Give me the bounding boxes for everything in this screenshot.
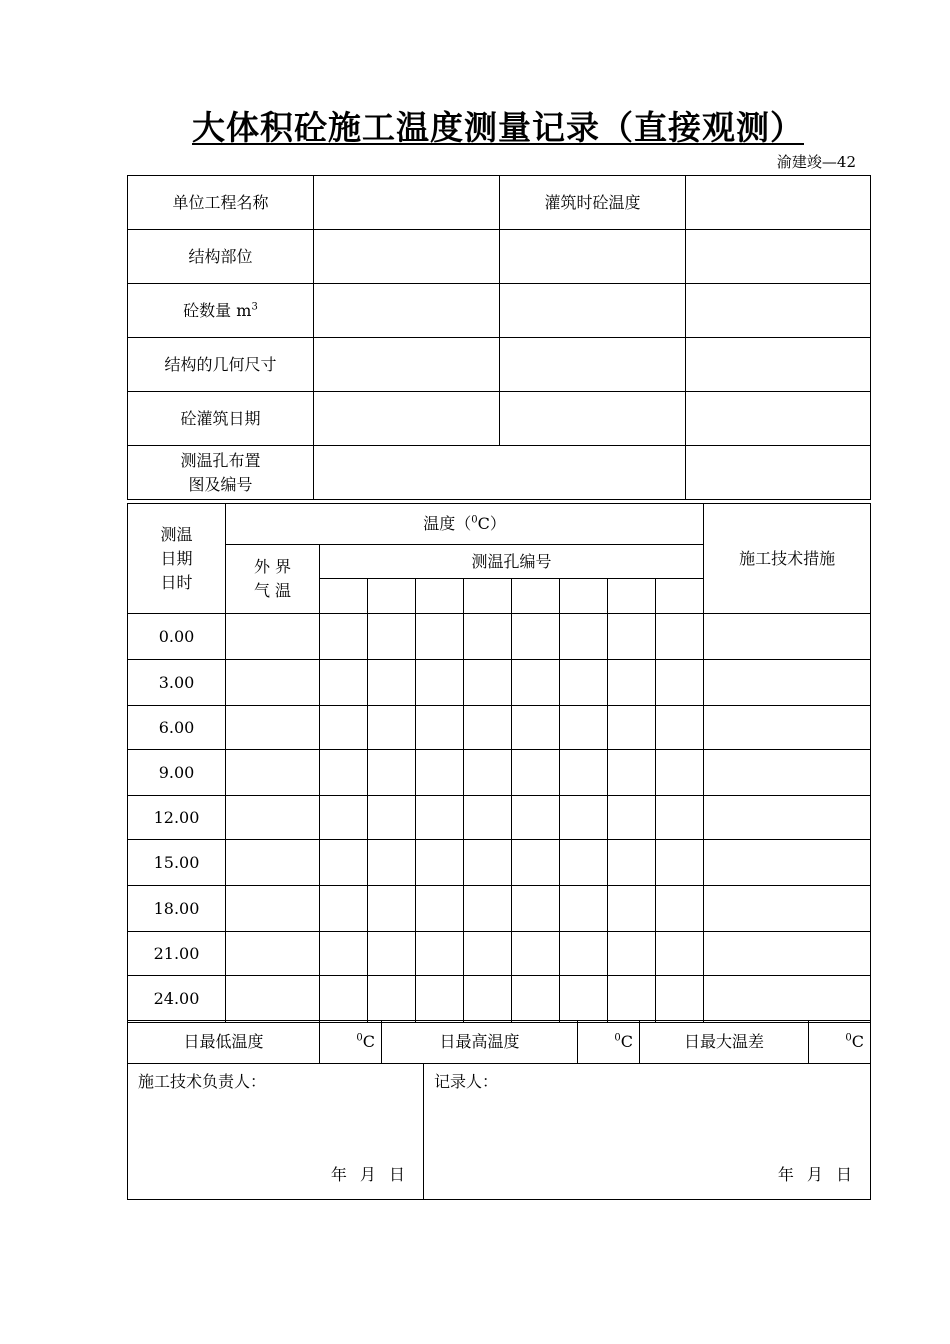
hole-temp-cell[interactable]	[512, 614, 560, 660]
pour-date-label: 砼灌筑日期	[128, 392, 314, 446]
outside-temp-cell[interactable]	[226, 750, 320, 796]
hole-temp-cell[interactable]	[416, 976, 464, 1023]
hole-temp-cell[interactable]	[464, 976, 512, 1023]
hole-temp-cell[interactable]	[464, 840, 512, 886]
hole-temp-cell[interactable]	[608, 614, 656, 660]
outside-temp-header: 外 界 气 温	[226, 545, 320, 614]
time-row	[128, 796, 871, 840]
pour-date-field[interactable]	[314, 392, 500, 446]
hole-temp-cell[interactable]	[320, 796, 368, 840]
hole-temp-cell[interactable]	[416, 660, 464, 706]
time-label: 21.00	[128, 932, 226, 976]
geometry-field-3[interactable]	[686, 338, 871, 392]
project-name-label: 单位工程名称	[128, 176, 314, 230]
time-row	[128, 976, 871, 1023]
measures-cell[interactable]	[704, 660, 871, 706]
measures-cell[interactable]	[704, 796, 871, 840]
hole-temp-cell[interactable]	[368, 614, 416, 660]
hole-temp-cell[interactable]	[416, 706, 464, 750]
time-row	[128, 706, 871, 750]
time-label: 24.00	[128, 976, 226, 1023]
hole-temp-cell[interactable]	[464, 796, 512, 840]
daily-max-label: 日最高温度	[382, 1021, 578, 1064]
hole-temp-cell[interactable]	[464, 932, 512, 976]
hole-temp-cell[interactable]	[608, 706, 656, 750]
hole-temp-cell[interactable]	[368, 706, 416, 750]
info-table	[127, 175, 871, 500]
time-row	[128, 660, 871, 706]
time-label: 12.00	[128, 796, 226, 840]
hole-temp-cell[interactable]	[320, 976, 368, 1023]
outside-temp-cell[interactable]	[226, 614, 320, 660]
project-name-field[interactable]	[314, 176, 500, 230]
hole-temp-cell[interactable]	[368, 886, 416, 932]
concrete-qty-field[interactable]	[314, 284, 500, 338]
outside-temp-cell[interactable]	[226, 796, 320, 840]
hole-temp-cell[interactable]	[656, 660, 704, 706]
time-label: 0.00	[128, 614, 226, 660]
hole-temp-cell[interactable]	[368, 796, 416, 840]
hole-temp-cell[interactable]	[656, 932, 704, 976]
hole-layout-label: 测温孔布置 图及编号	[128, 446, 314, 500]
time-row	[128, 750, 871, 796]
hole-temp-cell[interactable]	[560, 840, 608, 886]
measures-cell[interactable]	[704, 840, 871, 886]
hole-number-cell[interactable]	[416, 579, 464, 614]
hole-temp-cell[interactable]	[320, 750, 368, 796]
time-label: 18.00	[128, 886, 226, 932]
summary-table	[127, 1020, 871, 1064]
daily-min-value[interactable]: $^0$C	[320, 1021, 382, 1064]
hole-temp-cell[interactable]	[512, 886, 560, 932]
signature-table	[127, 1063, 871, 1200]
hole-temp-cell[interactable]	[368, 660, 416, 706]
outside-temp-cell[interactable]	[226, 976, 320, 1023]
hole-temp-cell[interactable]	[416, 840, 464, 886]
pour-temp-label: 灌筑时砼温度	[500, 176, 686, 230]
hole-number-cell[interactable]	[368, 579, 416, 614]
outside-temp-cell[interactable]	[226, 932, 320, 976]
daily-max-value[interactable]: $^0$C	[578, 1021, 640, 1064]
tech-lead-date: 年 月 日	[330, 1165, 409, 1184]
structure-part-label: 结构部位	[128, 230, 314, 284]
outside-temp-cell[interactable]	[226, 886, 320, 932]
hole-number-cell[interactable]	[464, 579, 512, 614]
date-time-header: 测温 日期 日时	[128, 504, 226, 614]
hole-temp-cell[interactable]	[464, 614, 512, 660]
hole-temp-cell[interactable]	[656, 886, 704, 932]
outside-temp-cell[interactable]	[226, 840, 320, 886]
hole-temp-cell[interactable]	[608, 976, 656, 1023]
hole-temp-cell[interactable]	[512, 932, 560, 976]
hole-temp-cell[interactable]	[464, 706, 512, 750]
hole-temp-cell[interactable]	[464, 660, 512, 706]
hole-number-cell[interactable]	[512, 579, 560, 614]
hole-temp-cell[interactable]	[320, 840, 368, 886]
hole-layout-field[interactable]	[314, 446, 686, 500]
hole-temp-cell[interactable]	[368, 932, 416, 976]
hole-temp-cell[interactable]	[656, 840, 704, 886]
measures-header: 施工技术措施	[704, 504, 871, 614]
hole-number-cell[interactable]	[608, 579, 656, 614]
time-label: 15.00	[128, 840, 226, 886]
measures-cell[interactable]	[704, 706, 871, 750]
measures-cell[interactable]	[704, 614, 871, 660]
hole-temp-cell[interactable]	[608, 886, 656, 932]
hole-temp-cell[interactable]	[608, 750, 656, 796]
hole-temp-cell[interactable]	[512, 706, 560, 750]
temperature-header: 温度（$^0$C）	[226, 504, 704, 545]
daily-min-label: 日最低温度	[128, 1021, 320, 1064]
hole-temp-cell[interactable]	[656, 706, 704, 750]
geometry-label: 结构的几何尺寸	[128, 338, 314, 392]
hole-temp-cell[interactable]	[560, 976, 608, 1023]
concrete-qty-field-2[interactable]	[500, 284, 686, 338]
recorder-label: 记录人：	[434, 1072, 499, 1091]
time-label: 9.00	[128, 750, 226, 796]
hole-temp-cell[interactable]	[320, 706, 368, 750]
hole-temp-cell[interactable]	[560, 796, 608, 840]
hole-temp-cell[interactable]	[608, 796, 656, 840]
hole-layout-field-2[interactable]	[686, 446, 871, 500]
hole-temp-cell[interactable]	[320, 886, 368, 932]
time-row	[128, 932, 871, 976]
hole-temp-cell[interactable]	[368, 750, 416, 796]
hole-temp-cell[interactable]	[320, 932, 368, 976]
hole-temp-cell[interactable]	[416, 932, 464, 976]
hole-temp-cell[interactable]	[512, 796, 560, 840]
hole-number-cell[interactable]	[560, 579, 608, 614]
time-label: 6.00	[128, 706, 226, 750]
hole-temp-cell[interactable]	[464, 750, 512, 796]
form-code: 渝建竣—42	[776, 153, 856, 171]
hole-temp-cell[interactable]	[608, 932, 656, 976]
hole-temp-cell[interactable]	[560, 932, 608, 976]
hole-temp-cell[interactable]	[560, 750, 608, 796]
time-row	[128, 614, 871, 660]
hole-temp-cell[interactable]	[656, 976, 704, 1023]
hole-temp-cell[interactable]	[368, 840, 416, 886]
pour-temp-field[interactable]	[686, 176, 871, 230]
hole-temp-cell[interactable]	[416, 796, 464, 840]
time-label: 3.00	[128, 660, 226, 706]
hole-temp-cell[interactable]	[560, 660, 608, 706]
hole-temp-cell[interactable]	[320, 614, 368, 660]
hole-number-cell[interactable]	[656, 579, 704, 614]
hole-temp-cell[interactable]	[368, 976, 416, 1023]
hole-temp-cell[interactable]	[656, 614, 704, 660]
structure-part-field-2[interactable]	[500, 230, 686, 284]
geometry-field-2[interactable]	[500, 338, 686, 392]
hole-temp-cell[interactable]	[464, 886, 512, 932]
measurement-table	[127, 503, 871, 1023]
daily-diff-value[interactable]: $^0$C	[809, 1021, 871, 1064]
hole-number-cell[interactable]	[320, 579, 368, 614]
measures-cell[interactable]	[704, 750, 871, 796]
time-row	[128, 886, 871, 932]
hole-temp-cell[interactable]	[416, 886, 464, 932]
hole-temp-cell[interactable]	[416, 750, 464, 796]
hole-temp-cell[interactable]	[512, 976, 560, 1023]
concrete-qty-field-3[interactable]	[686, 284, 871, 338]
concrete-qty-label: 砼数量 $m^3$	[128, 284, 314, 338]
page-title: 大体积砼施工温度测量记录（直接观测）	[192, 108, 804, 147]
hole-temp-cell[interactable]	[656, 796, 704, 840]
hole-temp-cell[interactable]	[656, 750, 704, 796]
hole-number-header: 测温孔编号	[320, 545, 704, 579]
outside-temp-cell[interactable]	[226, 706, 320, 750]
hole-temp-cell[interactable]	[512, 660, 560, 706]
recorder-signature[interactable]	[424, 1064, 871, 1200]
hole-temp-cell[interactable]	[608, 660, 656, 706]
hole-temp-cell[interactable]	[512, 840, 560, 886]
tech-lead-signature[interactable]	[128, 1064, 424, 1200]
hole-temp-cell[interactable]	[608, 840, 656, 886]
hole-temp-cell[interactable]	[560, 614, 608, 660]
structure-part-field-3[interactable]	[686, 230, 871, 284]
outside-temp-cell[interactable]	[226, 660, 320, 706]
pour-date-field-3[interactable]	[686, 392, 871, 446]
hole-temp-cell[interactable]	[560, 886, 608, 932]
hole-temp-cell[interactable]	[512, 750, 560, 796]
measures-cell[interactable]	[704, 932, 871, 976]
measures-cell[interactable]	[704, 976, 871, 1023]
recorder-date: 年 月 日	[777, 1165, 856, 1184]
measures-cell[interactable]	[704, 886, 871, 932]
hole-temp-cell[interactable]	[320, 660, 368, 706]
daily-diff-label: 日最大温差	[640, 1021, 809, 1064]
time-row	[128, 840, 871, 886]
hole-temp-cell[interactable]	[560, 706, 608, 750]
structure-part-field[interactable]	[314, 230, 500, 284]
geometry-field[interactable]	[314, 338, 500, 392]
tech-lead-label: 施工技术负责人：	[138, 1072, 267, 1091]
pour-date-field-2[interactable]	[500, 392, 686, 446]
hole-temp-cell[interactable]	[416, 614, 464, 660]
